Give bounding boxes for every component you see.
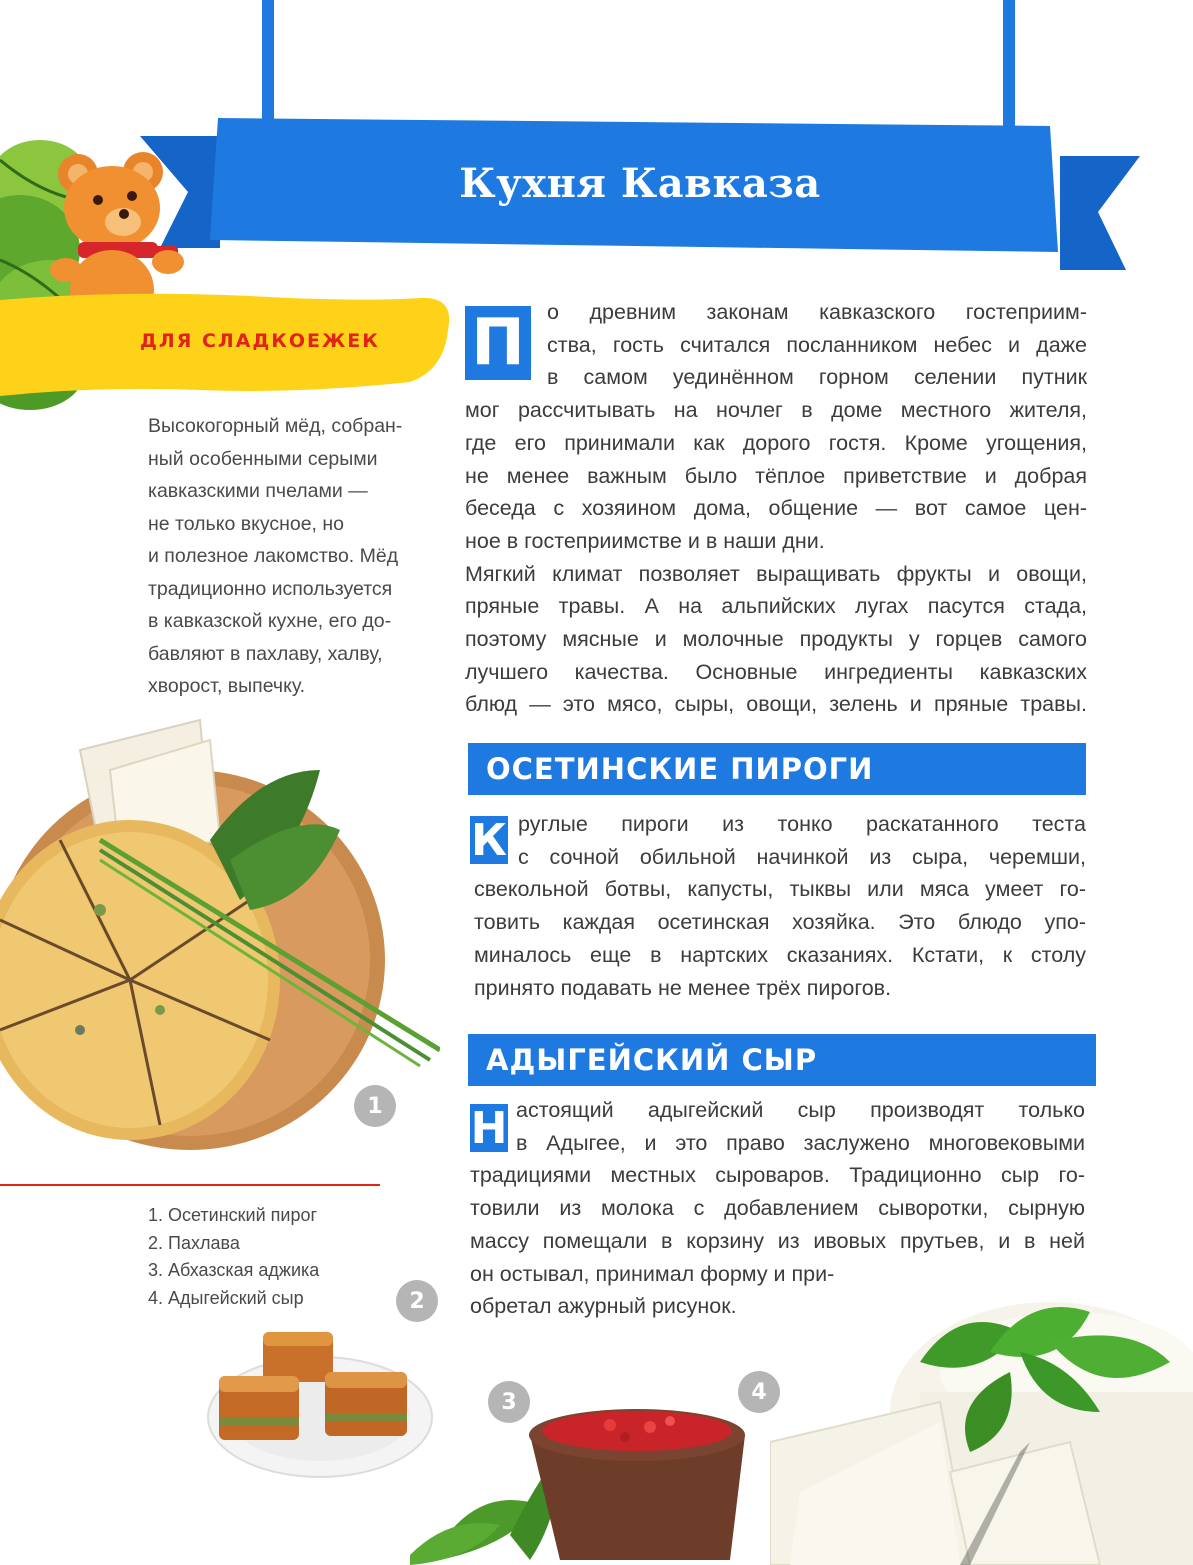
badge-4: 4 [738, 1371, 780, 1413]
caption-item: 1. Осетинский пирог [148, 1205, 318, 1225]
sidebar-line: традиционно используется [148, 577, 393, 600]
section1-line: с сочной обильной начинкой из сыра, черемши, [518, 844, 1086, 869]
intro-line: ства, гость считался посланником небес и даже [547, 332, 1087, 357]
intro-line: беседа с хозяином дома, общение — вот самое цен- [465, 496, 1087, 521]
intro-line: в самом уединённом горном селении путник [547, 365, 1087, 390]
section1-paragraph [474, 808, 1086, 1004]
section1-line: руглые пироги из тонко раскатанного теста [518, 812, 1086, 836]
sidebar-line: хворост, выпечку. [148, 675, 306, 697]
intro-drop-cap: П [465, 306, 531, 380]
intro-line: не менее важным было тёплое приветствие и добрая [465, 463, 1087, 488]
section1-line: товить каждая осетинская хозяйка. Это блюдо упо- [474, 910, 1086, 935]
sidebar-line: и полезное лакомство. Мёд [148, 545, 399, 567]
intro-line: ное в гостеприимстве и в наши дни. [465, 528, 825, 553]
adjika-photo [410, 1395, 760, 1565]
section1-line: свекольной ботвы, капусты, тыквы или мяса умеет го- [474, 877, 1086, 902]
section2-line: традициями местных сыроваров. Традиционно сыр го- [470, 1163, 1085, 1188]
banner-hanger-left [262, 0, 274, 130]
intro-line: поэтому мясные и молочные продукты у горцев самого [465, 627, 1087, 652]
section1-line: принято подавать не менее трёх пирогов. [474, 975, 892, 1000]
intro-paragraph [465, 296, 1087, 721]
section2-drop-cap: Н [470, 1102, 508, 1154]
page-title: Кухня Кавказа [459, 160, 821, 207]
intro-line: Мягкий климат позволяет выращивать фрукты и овощи, [465, 561, 1087, 586]
sidebar-line: бавляют в пахлаву, халву, [148, 642, 383, 665]
badge-3: 3 [488, 1381, 530, 1423]
caption-item: 2. Пахлава [148, 1232, 240, 1253]
intro-line: пряные травы. А на альпийских лугах пасутся стада, [465, 594, 1087, 619]
intro-line: о древним законам кавказского гостеприим- [547, 300, 1087, 324]
intro-line: где его принимали как дорого гостя. Кроме угощения, [465, 430, 1087, 455]
sidebar-line: Высокогорный мёд, собран- [148, 415, 403, 437]
caption-item: 3. Абхазская аджика [148, 1260, 320, 1280]
sidebar-line: не только вкусное, но [148, 512, 345, 535]
section-heading-adyghe-cheese: АДЫГЕЙСКИЙ СЫР [468, 1034, 1096, 1086]
section-heading-ossetian-pies: ОСЕТИНСКИЕ ПИРОГИ [468, 743, 1086, 795]
section2-line: товили из молока с добавлением сыворотки, сырную [470, 1196, 1085, 1221]
section2-line: массу помещали в корзину из ивовых прутьев, и в ней [470, 1228, 1085, 1253]
section2-line: обретал ажурный рисунок. [470, 1294, 737, 1319]
intro-line: мог рассчитывать на ночлег в доме местного жителя, [465, 398, 1087, 423]
badge-1: 1 [354, 1085, 396, 1127]
sidebar-line: кавказскими пчелами — [148, 480, 368, 502]
sidebar-label: ДЛЯ СЛАДКОЕЖЕК [140, 330, 380, 352]
adyghe-cheese-photo [770, 1292, 1193, 1565]
section2-line: в Адыгее, и это право заслужено многовековыми [516, 1130, 1085, 1155]
section2-line: астоящий адыгейский сыр производят только [516, 1098, 1085, 1122]
intro-line: лучшего качества. Основные ингредиенты кавказских [465, 659, 1087, 684]
section1-line: миналось еще в нартских сказаниях. Кстати, к столу [474, 942, 1086, 967]
caption-list [148, 1202, 319, 1312]
section2-paragraph [470, 1094, 1085, 1323]
section2-line: он остывал, принимал форму и при- [470, 1261, 835, 1286]
sidebar-text [148, 410, 438, 703]
ossetian-pie-photo [0, 710, 440, 1150]
banner-hanger-right [1003, 0, 1015, 130]
caption-divider [0, 1184, 380, 1186]
caption-item: 4. Адыгейский сыр [148, 1287, 304, 1308]
title-banner [140, 112, 1140, 272]
sidebar-line: ный особенными серыми [148, 447, 378, 470]
sidebar-line: в кавказской кухне, его до- [148, 610, 392, 632]
section1-drop-cap: К [471, 814, 507, 866]
intro-line: блюд — это мясо, сыры, овощи, зелень и пряные травы. [465, 692, 1087, 717]
badge-2: 2 [396, 1280, 438, 1322]
baklava-photo [205, 1322, 435, 1482]
